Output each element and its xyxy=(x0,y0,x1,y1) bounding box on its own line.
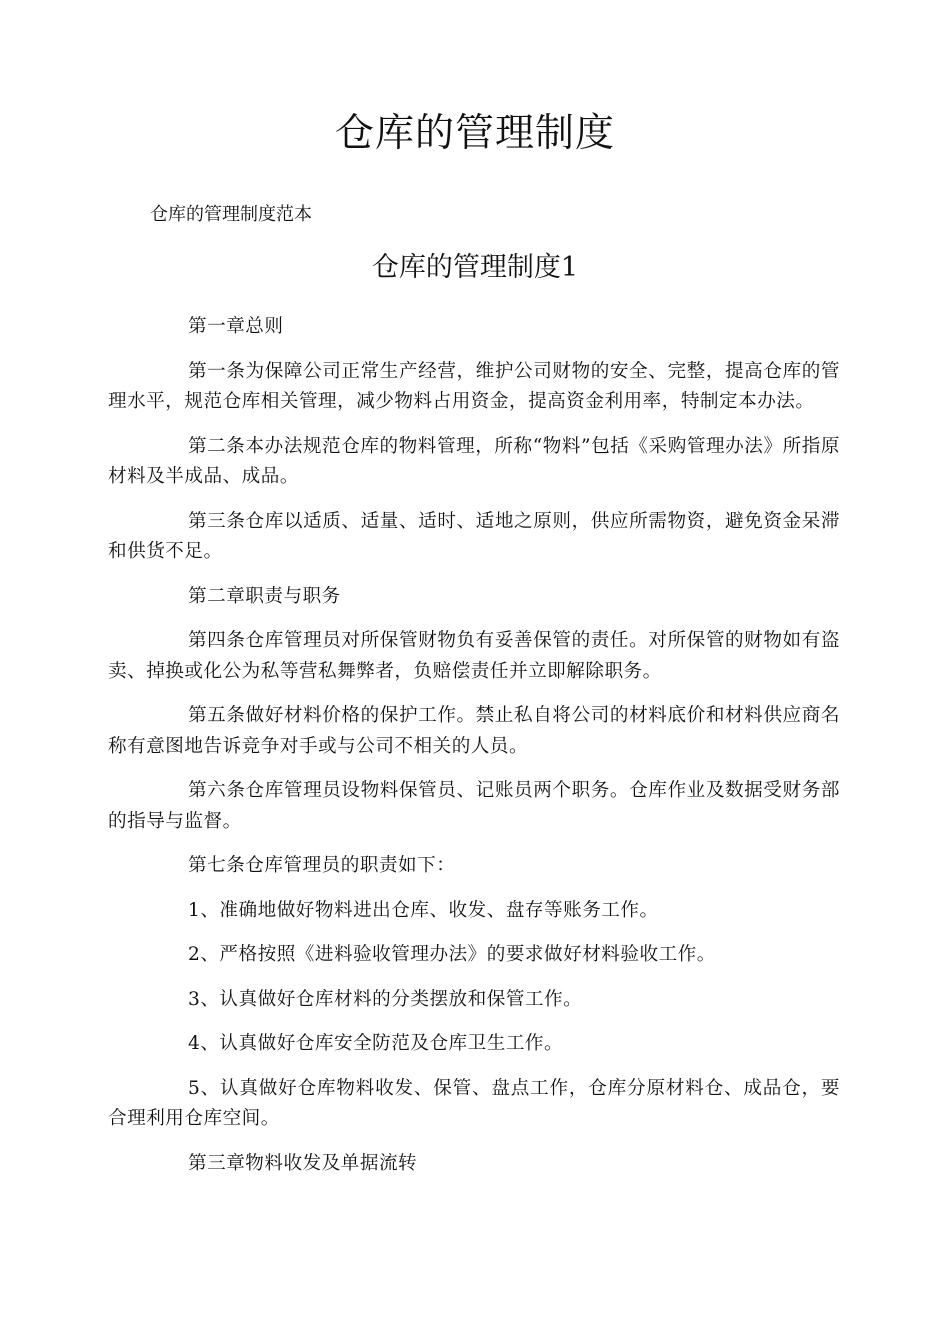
article-paragraph: 第二条本办法规范仓库的物料管理，所称“物料”包括《采购管理办法》所指原材料及半成品、成品。 xyxy=(108,435,840,487)
document-title: 仓库的管理制度 xyxy=(334,111,615,156)
list-item: 2、严格按照《进料验收管理办法》的要求做好材料验收工作。 xyxy=(188,944,716,965)
list-item: 5、认真做好仓库物料收发、保管、盘点工作，仓库分原材料仓、成品仓，要合理利用仓库空间。 xyxy=(108,1077,840,1129)
article-paragraph: 第一条为保障公司正常生产经营，维护公司财物的安全、完整，提高仓库的管理水平，规范仓库相关管理，减少物料占用资金，提高资金利用率，特制定本办法。 xyxy=(108,360,840,412)
article-paragraph: 第五条做好材料价格的保护工作。禁止私自将公司的材料底价和材料供应商名称有意图地告诉竞争对手或与公司不相关的人员。 xyxy=(108,705,840,757)
section-title: 仓库的管理制度1 xyxy=(371,252,579,283)
article-paragraph: 第三条仓库以适质、适量、适时、适地之原则，供应所需物资，避免资金呆滞和供货不足。 xyxy=(108,510,840,562)
article-paragraph: 第六条仓库管理员设物料保管员、记账员两个职务。仓库作业及数据受财务部的指导与监督。 xyxy=(108,780,840,832)
list-item: 1、准确地做好物料进出仓库、收发、盘存等账务工作。 xyxy=(188,899,659,921)
chapter-heading: 第二章职责与职务 xyxy=(188,585,341,607)
chapter-heading: 第一章总则 xyxy=(188,316,284,337)
chapter-heading: 第三章物料收发及单据流转 xyxy=(188,1152,418,1174)
article-paragraph: 第四条仓库管理员对所保管财物负有妥善保管的责任。对所保管的财物如有盗卖、掉换或化公为私等营私舞弊者，负赔偿责任并立即解除职务。 xyxy=(108,630,840,682)
list-item: 4、认真做好仓库安全防范及仓库卫生工作。 xyxy=(188,1033,564,1054)
document-body xyxy=(108,312,840,1193)
document-subtitle: 仓库的管理制度范本 xyxy=(150,204,312,225)
article-paragraph: 第七条仓库管理员的职责如下： xyxy=(188,855,456,876)
list-item: 3、认真做好仓库材料的分类摆放和保管工作。 xyxy=(188,988,583,1010)
